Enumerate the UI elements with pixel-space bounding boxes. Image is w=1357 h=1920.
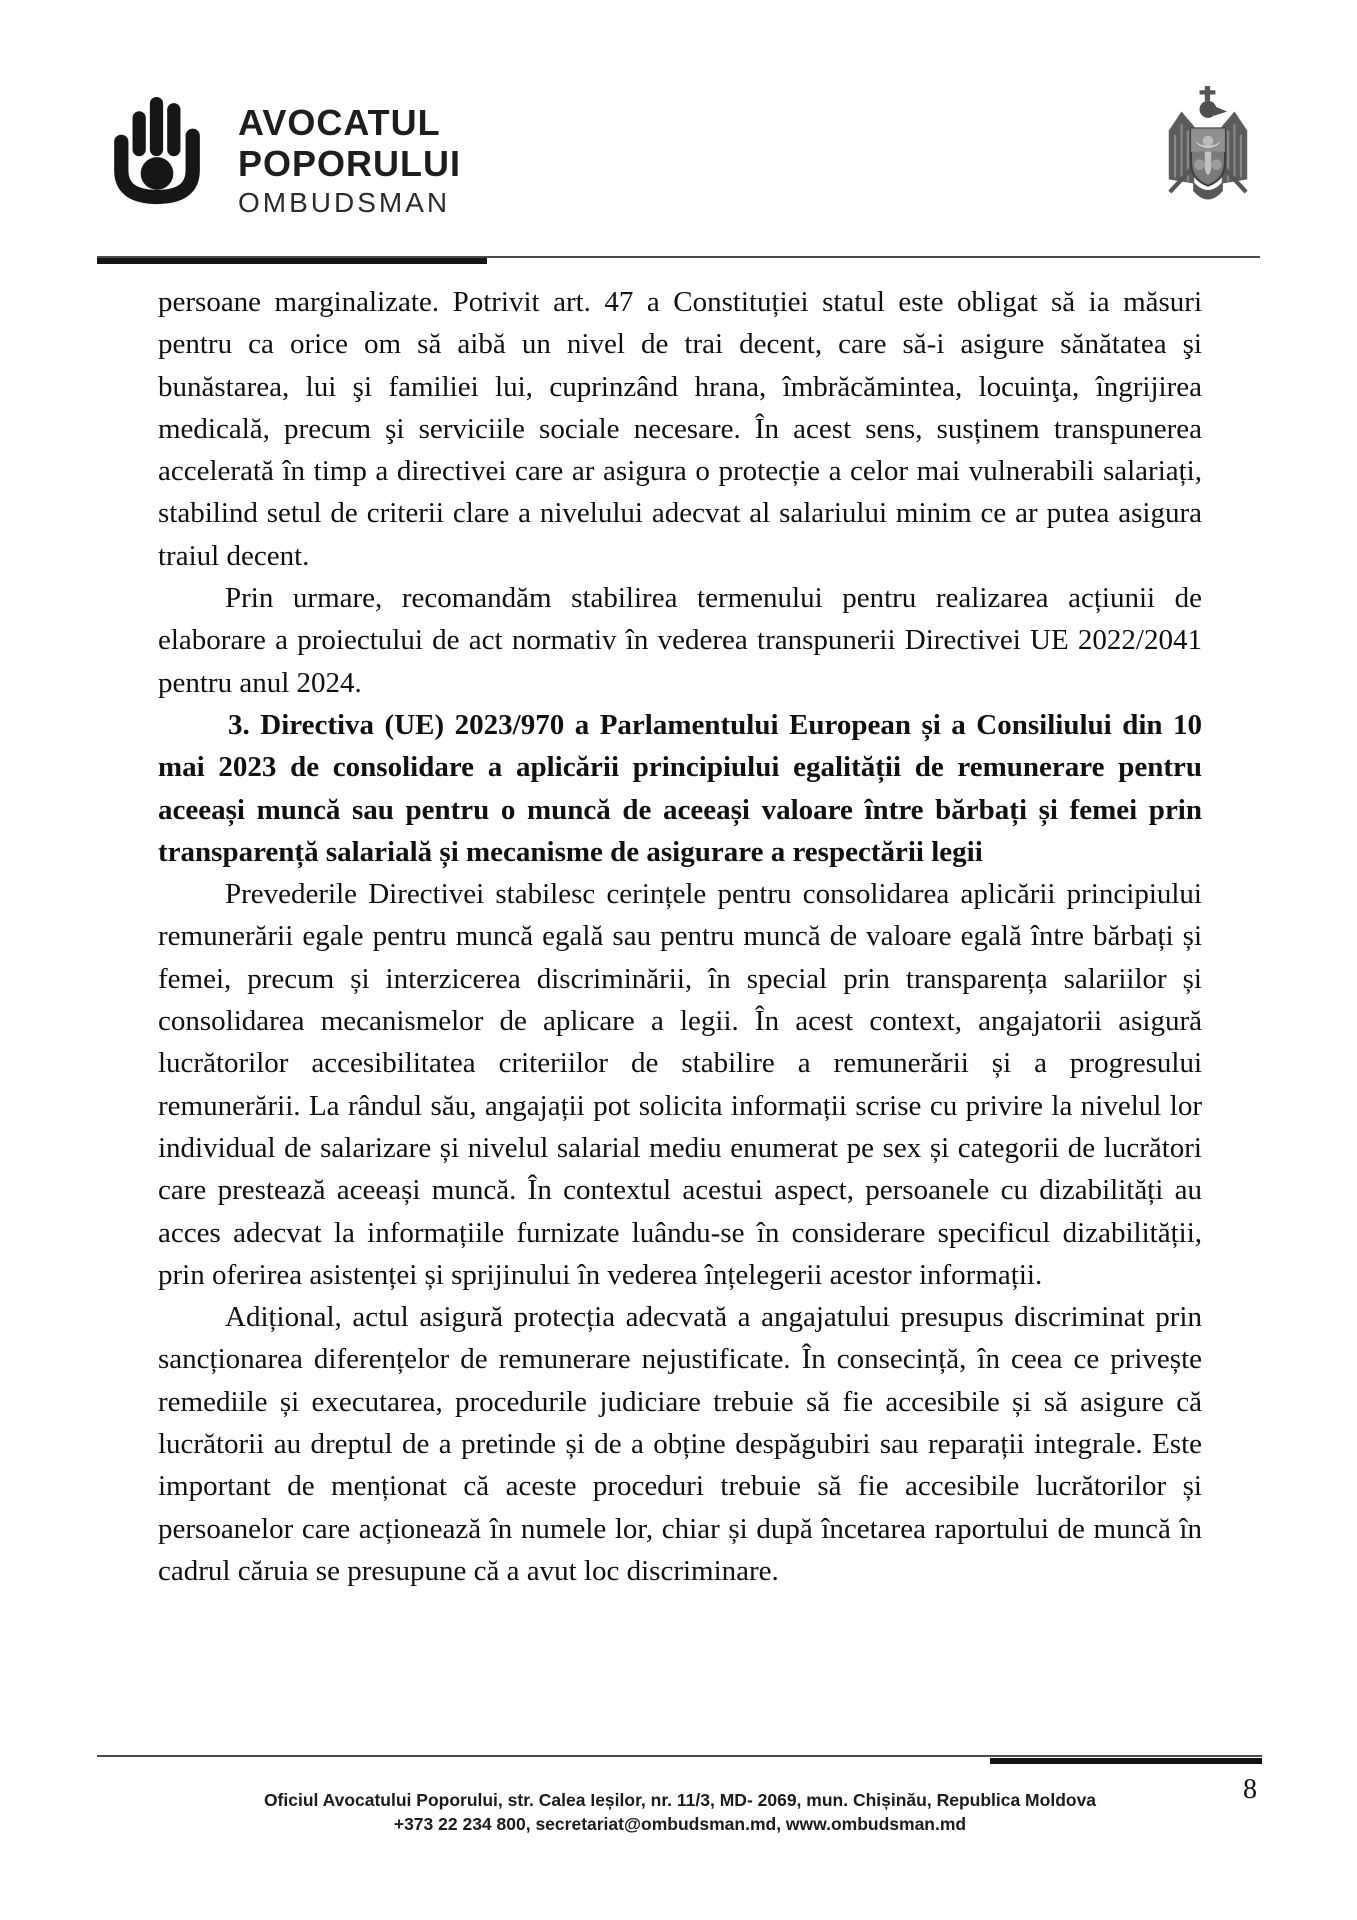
footer-address-line: Oficiul Avocatului Poporului, str. Calea Ieșilor, nr. 11/3, MD- 2069, mun. Chișinău, Republica Moldova [263, 1790, 1097, 1810]
logo-text [238, 88, 461, 222]
document-body [158, 281, 1202, 1592]
paragraph-recommendation: Prin urmare, recomandăm stabilirea termenului pentru realizarea acțiunii de elaborare a proiectului de act normativ în vederea transpunerii Directivei UE 2022/2041 pentru anul 2024. [158, 582, 1202, 699]
footer-divider-thin-line [97, 1755, 1262, 1757]
hand-palm-logo-icon [106, 88, 208, 210]
page-number: 8 [1243, 1774, 1257, 1805]
paragraph-continuation: persoane marginalizate. Potrivit art. 47 a Constituției statul este obligat să ia măsuri pentru ca orice om să aibă un nivel de trai decent, care să-i asigure sănătatea şi bunăstarea, lui şi familiei lui, cuprinzând hrana, îmbrăcămintea, locuinţa, îngrijirea medicală, precum şi serviciile sociale necesare. În acest sens, susținem transpunerea accelerată în timp a directivei care ar asigura o protecție a celor mai vulnerabili salariați, stabilind setul de criterii clare a nivelului adecvat al salariului minim ce ar putea asigura traiul decent. [158, 286, 1202, 572]
logo-title-line2: POPORULUI [238, 143, 462, 184]
footer-divider [97, 1755, 1262, 1765]
footer-divider-thick-line [990, 1758, 1262, 1764]
logo-subtitle: OMBUDSMAN [238, 187, 451, 218]
section-heading-directive-2023-970: 3. Directiva (UE) 2023/970 a Parlamentului European și a Consiliului din 10 mai 2023 de consolidare a aplicării principiului egalității de remunerare pentru aceeași muncă sau pentru o muncă de aceeași valoare între bărbați și femei prin transparență salarială și mecanisme de asigurare a respectării legii [158, 708, 1202, 868]
paragraph-directive-provisions: Prevederile Directivei stabilesc cerințele pentru consolidarea aplicării principiului remunerării egale pentru muncă egală sau pentru muncă de valoare egală între bărbați și femei, precum și interzicerea discriminării, în special prin transparența salariilor și consolidarea mecanismelor de aplicare a legii. În acest context, angajatorii asigură lucrătorilor accesibilitatea criteriilor de stabilire a remunerării și a progresului remunerării. La rândul său, angajații pot solicita informații scrise cu privire la nivelul lor individual de salarizare și nivelul salarial mediu enumerat pe sex și categorii de lucrători care prestează aceeași muncă. În contextul acestui aspect, persoanele cu dizabilități au acces adecvat la informațiile furnizate luându-se în considerare specificul dizabilității, prin oferirea asistenței și sprijinului în vederea înțelegerii acestor informații. [158, 878, 1202, 1291]
moldova-coat-of-arms-icon [1155, 86, 1261, 208]
footer-contacts-line: +373 22 234 800, secretariat@ombudsman.md, www.ombudsman.md [393, 1814, 967, 1834]
logo-title-line1: AVOCATUL [238, 102, 441, 143]
header-divider-thick-line [97, 258, 487, 264]
paragraph-additional-protection: Adițional, actul asigură protecția adecvată a angajatului presupus discriminat prin sancționarea diferențelor de remunerare nejustificate. În consecință, în ceea ce privește remediile și executarea, procedurile judiciare trebuie să fie accesibile și să asigure că lucrătorii au dreptul de a pretinde și de a obține despăgubiri sau reparații integrale. Este important de menționat că aceste proceduri trebuie să fie accesibile lucrătorilor și persoanelor care acționează în numele lor, chiar și după încetarea raportului de muncă în cadrul căruia se presupune că a avut loc discriminare. [158, 1301, 1202, 1587]
ombudsman-logo [106, 88, 461, 222]
footer-contact-block [158, 1788, 1202, 1836]
header-divider [97, 256, 1262, 265]
